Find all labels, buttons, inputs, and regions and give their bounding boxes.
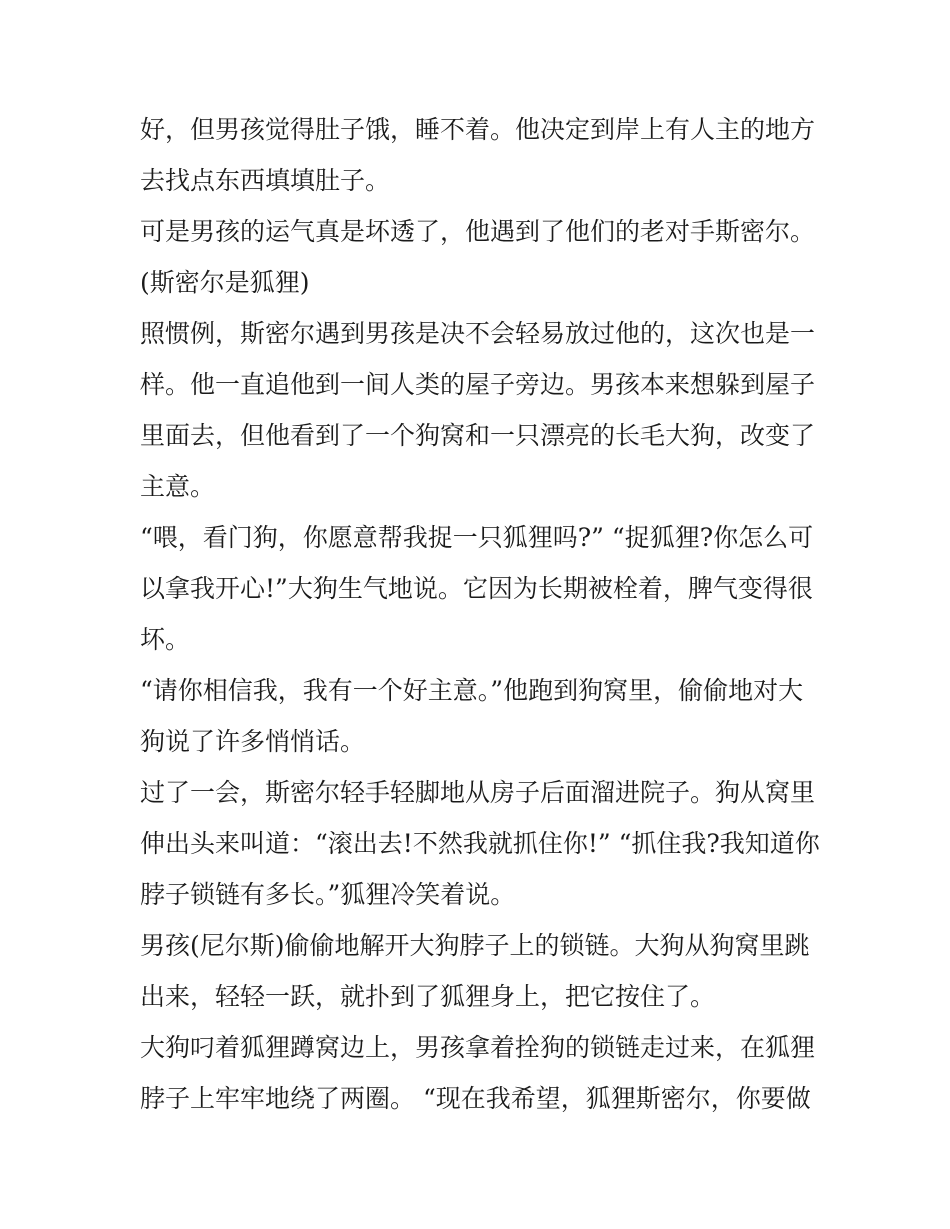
text-line: 坏。: [140, 625, 191, 654]
text-line: 伸出头来叫道：“滚出去!不然我就抓住你!” “抓住我?我知道你: [140, 829, 820, 858]
text-line: 以拿我开心!”大狗生气地说。它因为长期被栓着，脾气变得很: [140, 574, 813, 603]
text-line: 照惯例，斯密尔遇到男孩是决不会轻易放过他的，这次也是一: [140, 319, 816, 348]
text-line: “喂，看门狗，你愿意帮我捉一只狐狸吗?” “捉狐狸?你怎么可: [140, 523, 814, 552]
text-line: 过了一会，斯密尔轻手轻脚地从房子后面溜进院子。狗从窝里: [140, 778, 816, 807]
text-line: 可是男孩的运气真是坏透了，他遇到了他们的老对手斯密尔。: [140, 217, 816, 246]
text-line: 大狗叼着狐狸蹲窝边上，男孩拿着拴狗的锁链走过来，在狐狸: [140, 1033, 816, 1062]
text-line: 脖子上牢牢地绕了两圈。 “现在我希望，狐狸斯密尔，你要做: [140, 1084, 811, 1113]
story-text: [140, 104, 820, 1124]
text-line: 里面去，但他看到了一个狗窝和一只漂亮的长毛大狗，改变了: [140, 421, 816, 450]
text-line: 脖子锁链有多长。”狐狸冷笑着说。: [140, 880, 516, 909]
text-line: “请你相信我，我有一个好主意。”他跑到狗窝里，偷偷地对大: [140, 676, 804, 705]
text-line: 样。他一直追他到一间人类的屋子旁边。男孩本来想躲到屋子: [140, 370, 816, 399]
text-line: 出来，轻轻一跃，就扑到了狐狸身上，把它按住了。: [140, 982, 716, 1011]
text-line: 主意。: [140, 472, 216, 501]
text-line: 去找点东西填填肚子。: [140, 166, 391, 195]
text-line: 好，但男孩觉得肚子饿，睡不着。他决定到岸上有人主的地方: [140, 115, 816, 144]
text-line: (斯密尔是狐狸): [140, 268, 310, 297]
text-line: 男孩(尼尔斯)偷偷地解开大狗脖子上的锁链。大狗从狗窝里跳: [140, 931, 810, 960]
text-line: 狗说了许多悄悄话。: [140, 727, 366, 756]
